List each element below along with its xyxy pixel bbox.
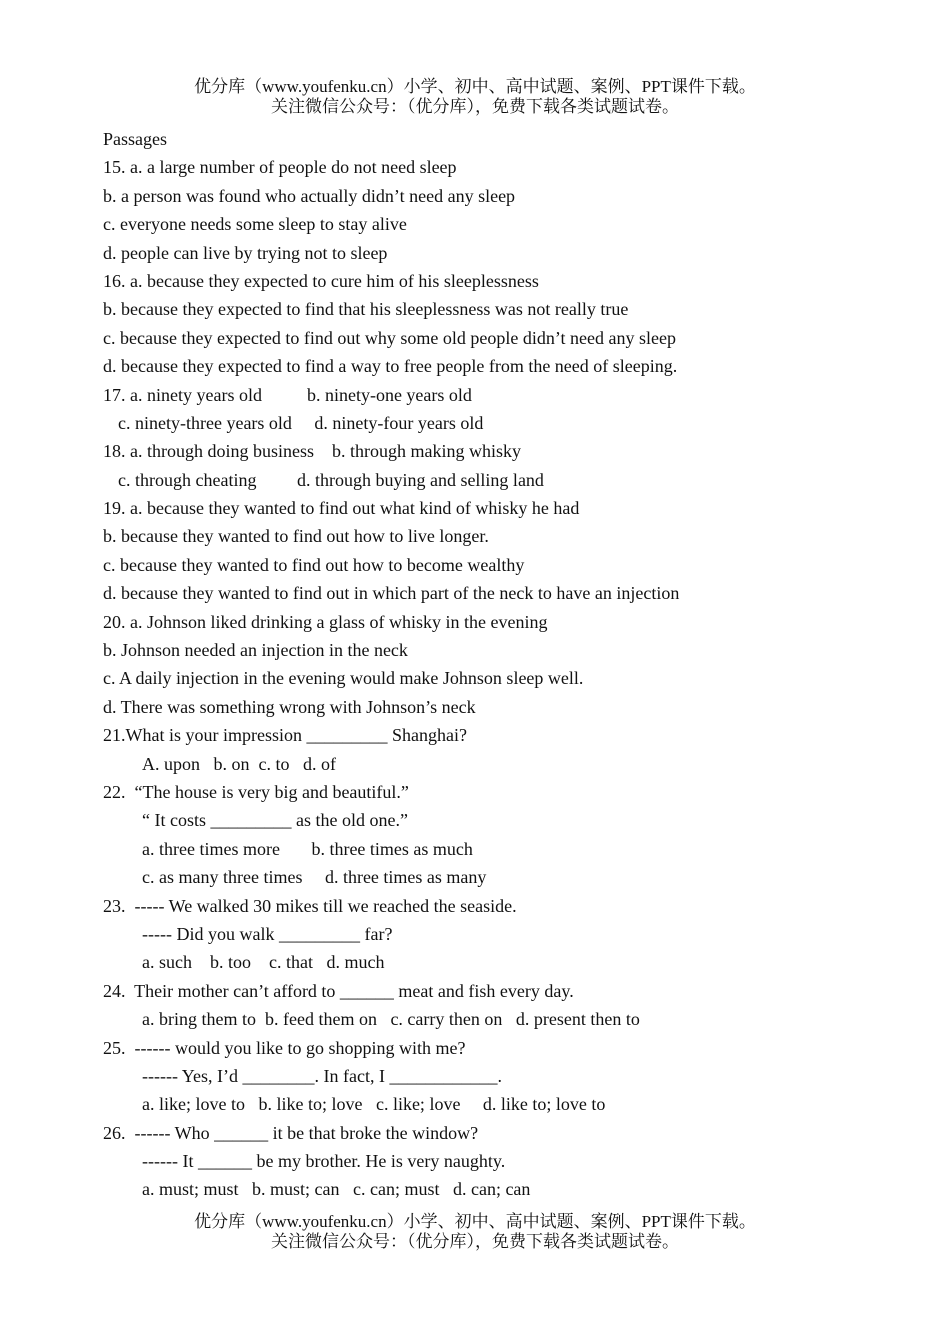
text-line: a. such b. too c. that d. much [142,952,385,973]
text-line: ----- Did you walk _________ far? [142,923,393,944]
text-line: 23. ----- We walked 30 mikes till we reached the seaside. [103,895,517,916]
text-line: c. because they expected to find out why some old people didn’t need any sleep [103,327,676,348]
text-line: 25. ------ would you like to go shopping with me? [103,1037,466,1058]
text-line: 16. a. because they expected to cure him of his sleeplessness [103,270,539,291]
text-line: 15. a. a large number of people do not need sleep [103,157,457,178]
text-line: a. must; must b. must; can c. can; must d. can; can [142,1179,531,1200]
footer-line-1: 优分库（www.youfenku.cn）小学、初中、高中试题、案例、PPT课件下载。 [194,1212,756,1231]
text-line: c. because they wanted to find out how to become wealthy [103,554,525,575]
text-line: c. through cheating d. through buying and selling land [118,469,544,490]
section-title: Passages [103,129,167,149]
text-line: b. a person was found who actually didn’t need any sleep [103,185,516,206]
text-line: d. because they expected to find a way to free people from the need of sleeping. [103,356,678,377]
header-line-1: 优分库（www.youfenku.cn）小学、初中、高中试题、案例、PPT课件下载。 [194,77,756,96]
text-line: A. upon b. on c. to d. of [142,753,336,774]
text-line: a. three times more b. three times as much [142,838,473,859]
text-line: a. like; love to b. like to; love c. like; love d. like to; love to [142,1094,606,1115]
text-line: 18. a. through doing business b. through making whisky [103,441,521,462]
text-line: b. Johnson needed an injection in the neck [103,640,408,661]
footer-line-2: 关注微信公众号：（优分库），免费下载各类试题试卷。 [271,1232,679,1251]
text-line: “ It costs _________ as the old one.” [142,810,408,831]
page-footer [0,1212,950,1252]
text-line: c. A daily injection in the evening would make Johnson sleep well. [103,668,584,689]
text-line: 19. a. because they wanted to find out what kind of whisky he had [103,498,580,519]
text-line: c. as many three times d. three times as many [142,867,487,888]
text-line: d. people can live by trying not to sleep [103,242,388,263]
text-line: 22. “The house is very big and beautiful.” [103,781,409,802]
text-line: b. because they wanted to find out how to live longer. [103,526,489,547]
header-line-2: 关注微信公众号：（优分库），免费下载各类试题试卷。 [271,97,679,116]
text-line: d. There was something wrong with Johnson’s neck [103,696,476,717]
text-line: 24. Their mother can’t afford to ______ meat and fish every day. [103,980,574,1001]
text-line: c. everyone needs some sleep to stay alive [103,214,407,235]
document-body [103,125,903,1204]
text-line: ------ Yes, I’d ________. In fact, I ____________. [142,1065,502,1086]
text-line: b. because they expected to find that his sleeplessness was not really true [103,299,629,320]
text-line: 20. a. Johnson liked drinking a glass of whisky in the evening [103,611,548,632]
text-line: a. bring them to b. feed them on c. carry then on d. present then to [142,1009,640,1030]
text-line: 17. a. ninety years old b. ninety-one years old [103,384,472,405]
text-line: 21.What is your impression _________ Shanghai? [103,725,467,746]
page-header [0,77,950,117]
text-line: ------ It ______ be my brother. He is very naughty. [142,1151,506,1172]
text-line: 26. ------ Who ______ it be that broke the window? [103,1122,479,1143]
text-line: c. ninety-three years old d. ninety-four years old [118,412,484,433]
text-line: d. because they wanted to find out in which part of the neck to have an injection [103,583,680,604]
